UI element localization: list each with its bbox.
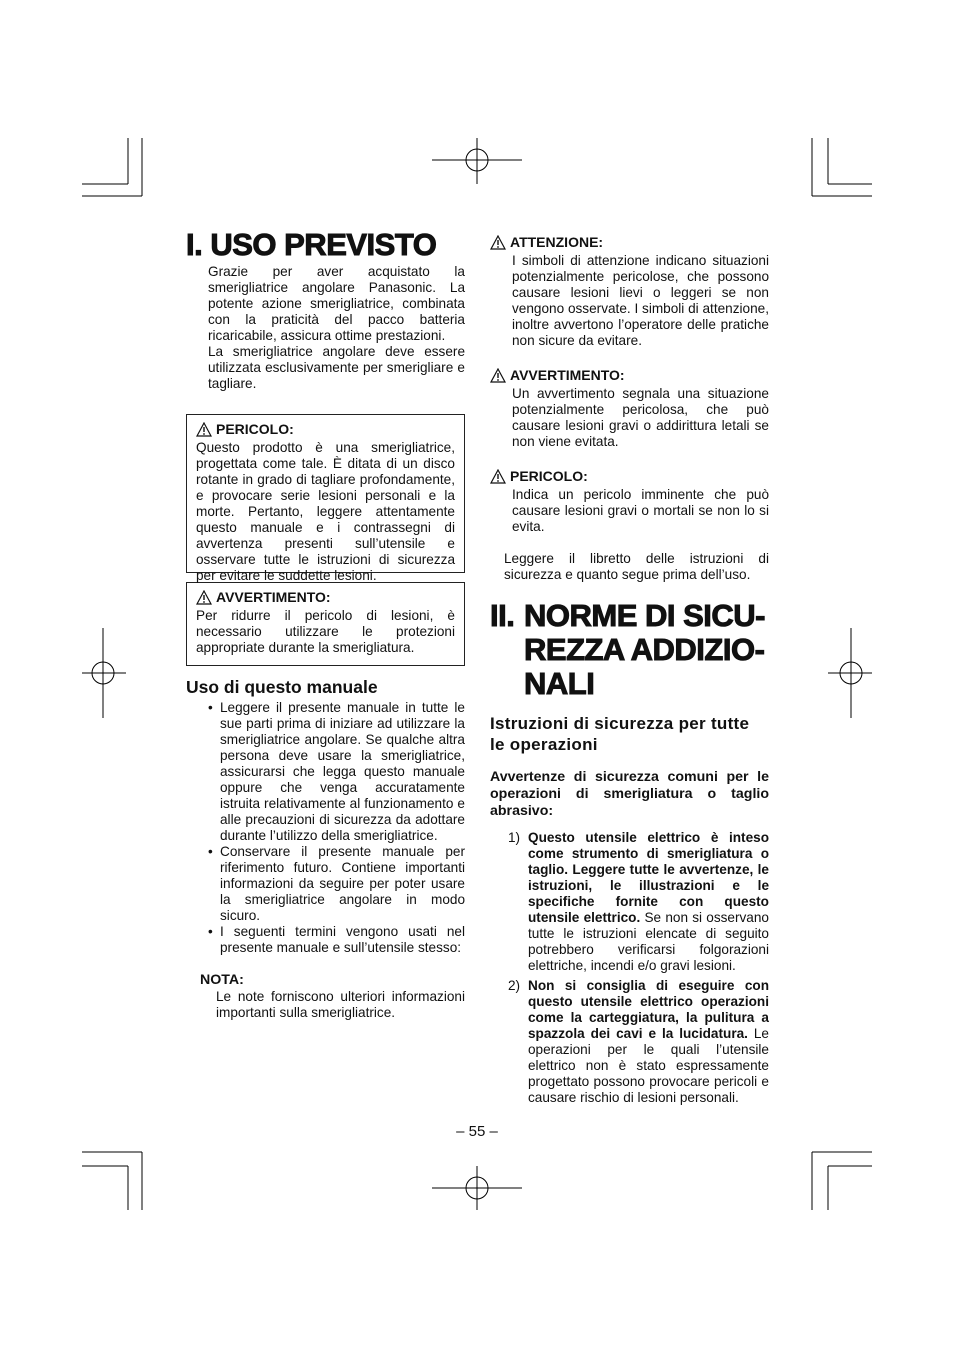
intro-paragraph-2: La smerigliatrice angolare deve essere utilizzata esclusivamente per smerigliare e tagliare. — [208, 344, 465, 391]
common-warnings-heading: Avvertenze di sicurezza comuni per le operazioni di smerigliatura o taglio abrasivo: — [490, 769, 769, 819]
danger-box-heading: PERICOLO: — [196, 421, 455, 438]
danger-box — [186, 414, 465, 583]
left-column — [186, 228, 465, 1021]
attention-text: I simboli di attenzione indicano situazioni potenzialmente pericolose, che possono causare lesioni lievi o leggeri se non vengono osservate. I simboli di attenzione, inoltre avvertono l’operatore delle pratiche non sicure da evitare. — [512, 253, 769, 348]
intro-block — [186, 264, 465, 392]
warning-triangle-icon — [490, 469, 506, 484]
page-number: – 55 – — [456, 1123, 498, 1140]
note-heading: NOTA: — [200, 972, 244, 988]
list-item: 2) Non si consiglia di eseguire con questo utensile elettrico operazioni come la carteggiatura, la pulitura a spazzola dei cavi e la lucidatura. Le operazioni per le quali l’utensile elettrico non è stato espressamente progettato possono provocare pericoli e causare rischio di lesioni personali. — [508, 978, 769, 1105]
warning-triangle-icon — [196, 422, 212, 437]
read-instructions-text: Leggere il libretto delle istruzioni di sicurezza e quanto segue prima dell’uso. — [504, 551, 769, 582]
warning-box-text: Per ridurre il pericolo di lesioni, è necessario utilizzare le protezioni appropriate durante la smerigliatura. — [196, 608, 455, 655]
warning-box — [186, 582, 465, 666]
danger-heading: PERICOLO: — [490, 468, 769, 485]
danger-text: Indica un pericolo imminente che può causare lesioni gravi o mortali se non lo si evita. — [512, 487, 769, 534]
list-item: • Leggere il presente manuale in tutte le sue parti prima di iniziare ad utilizzare la smerigliatrice angolare. Se qualche altra persona deve usare la smerigliatrice, assicurarsi che legga questo manuale oppure che venga accuratamente istruita relativamente al funzionamento e alle precauzioni di sicurezza da adottare durante l’utilizzo della smerigliatrice. — [208, 700, 465, 844]
right-column — [490, 228, 769, 1106]
danger-box-text: Questo prodotto è una smerigliatrice, progettata come tale. È ditata di un disco rotante in grado di tagliare profondamente, e provocare serie lesioni personali e la morte. Pertanto, leggere attentamente questo manuale e i contrassegni di avvertenza presenti sull’utensile e osservare tutte le istruzioni di sicurezza per evitare le suddette lesioni. — [196, 440, 455, 583]
list-item: • Conservare il presente manuale per riferimento futuro. Contiene importanti informazioni da seguire per poter usare la smerigliatrice angolare in modo sicuro. — [208, 844, 465, 924]
list-item: 1) Questo utensile elettrico è inteso come strumento di smerigliatura o taglio. Leggere tutte le avvertenze, le istruzioni, le illustrazioni e le specifiche fornite con questo utensile elettrico. Se non si osservano tutte le istruzioni elencate di seguito potrebbero verificarsi folgorazioni elettriche, incendi e/o gravi lesioni. — [508, 830, 769, 973]
note-text: Le note forniscono ulteriori informazioni importanti sulla smerigliatrice. — [216, 989, 465, 1020]
warning-triangle-icon — [490, 235, 506, 250]
section-title-norme-sicurezza: II. NORME DI SICU- REZZA ADDIZIO- NALI — [490, 598, 765, 701]
warning-heading: AVVERTIMENTO: — [490, 367, 769, 384]
list-item: • I seguenti termini vengono usati nel presente manuale e sull’utensile stesso: — [208, 924, 465, 956]
attention-heading: ATTENZIONE: — [490, 234, 769, 251]
warning-box-heading: AVVERTIMENTO: — [196, 589, 455, 606]
manual-heading: Uso di questo manuale — [186, 677, 378, 697]
intro-paragraph-1: Grazie per aver acquistato la smerigliatrice angolare Panasonic. La potente azione smerigliatrice, combinata con la praticità del pacco batteria ricaricabile, assicura ottime prestazioni. — [208, 264, 465, 343]
safety-instructions-heading: Istruzioni di sicurezza per tutte le operazioni — [490, 714, 750, 754]
section-title-uso-previsto: I. USO PREVISTO — [186, 227, 437, 262]
warning-text: Un avvertimento segnala una situazione potenzialmente pericolosa, che può causare lesioni gravi o addirittura letali se non viene evitata. — [512, 386, 769, 449]
warning-triangle-icon — [490, 368, 506, 383]
manual-bullet-list — [186, 700, 465, 956]
safety-numbered-list — [490, 830, 769, 1106]
warning-triangle-icon — [196, 590, 212, 605]
